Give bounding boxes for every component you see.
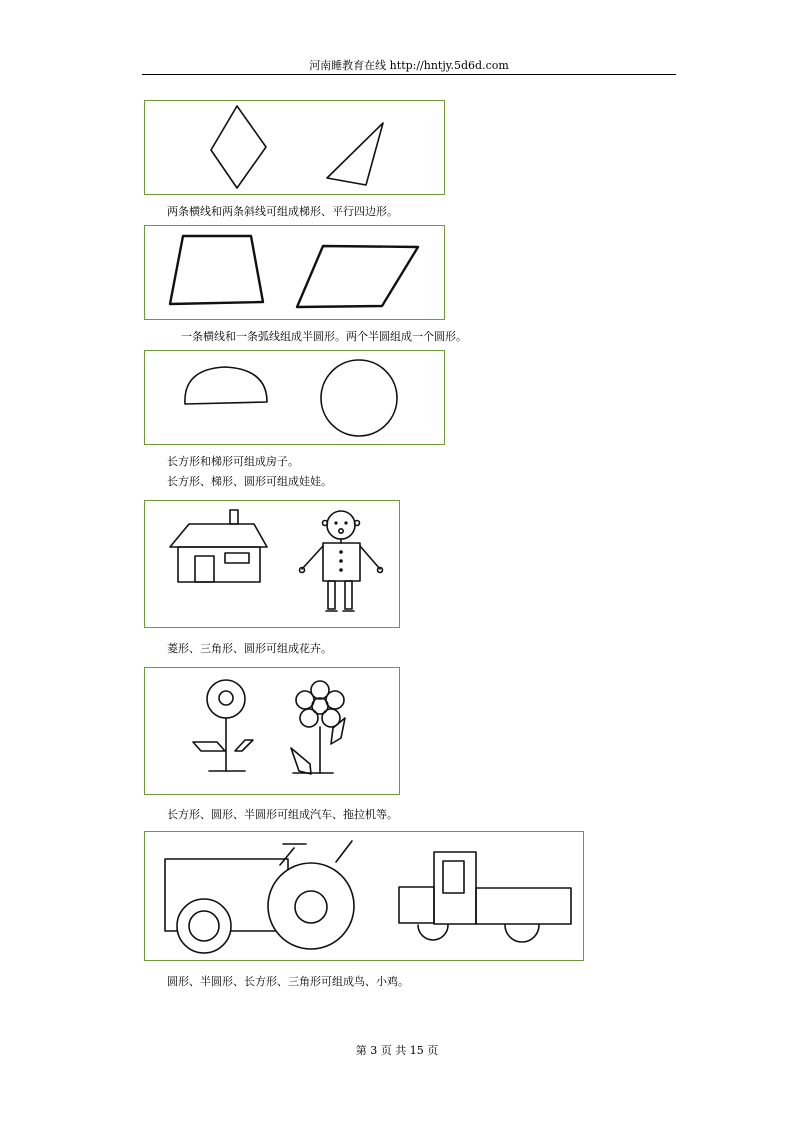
figure-house-doll: [144, 500, 400, 628]
flower-1-drawing: [193, 680, 253, 771]
doll-drawing: [300, 511, 383, 611]
header-rule: [142, 74, 676, 75]
caption-6: 长方形、圆形、半圆形可组成汽车、拖拉机等。: [167, 808, 398, 821]
page-footer: 第 3 页 共 15 页: [355, 1044, 439, 1057]
figure-tractor-truck: [144, 831, 584, 961]
semicircle-shape: [185, 367, 267, 404]
circle-shape: [321, 360, 397, 436]
parallelogram-shape: [297, 246, 418, 307]
page-header: 河南睡教育在线 http://hntjy.5d6d.com: [309, 59, 509, 72]
tractor-drawing: [165, 841, 354, 953]
figure-trapezoid-parallelogram: [144, 225, 445, 320]
house-drawing: [170, 510, 267, 582]
truck-drawing: [399, 852, 571, 942]
caption-2: 一条横线和一条弧线组成半圆形。两个半圆组成一个圆形。: [181, 330, 467, 343]
figure-semicircle-circle: [144, 350, 445, 445]
triangle-shape: [327, 123, 383, 185]
flower-2-drawing: [291, 681, 345, 774]
caption-4: 长方形、梯形、圆形可组成娃娃。: [167, 475, 332, 488]
caption-3: 长方形和梯形可组成房子。: [167, 455, 299, 468]
figure-rhombus-triangle: [144, 100, 445, 195]
caption-1: 两条横线和两条斜线可组成梯形、平行四边形。: [167, 205, 398, 218]
figure-flowers: [144, 667, 400, 795]
caption-7: 圆形、半圆形、长方形、三角形可组成鸟、小鸡。: [167, 975, 409, 988]
rhombus-shape: [211, 106, 266, 188]
caption-5: 菱形、三角形、圆形可组成花卉。: [167, 642, 332, 655]
trapezoid-shape: [170, 236, 263, 304]
